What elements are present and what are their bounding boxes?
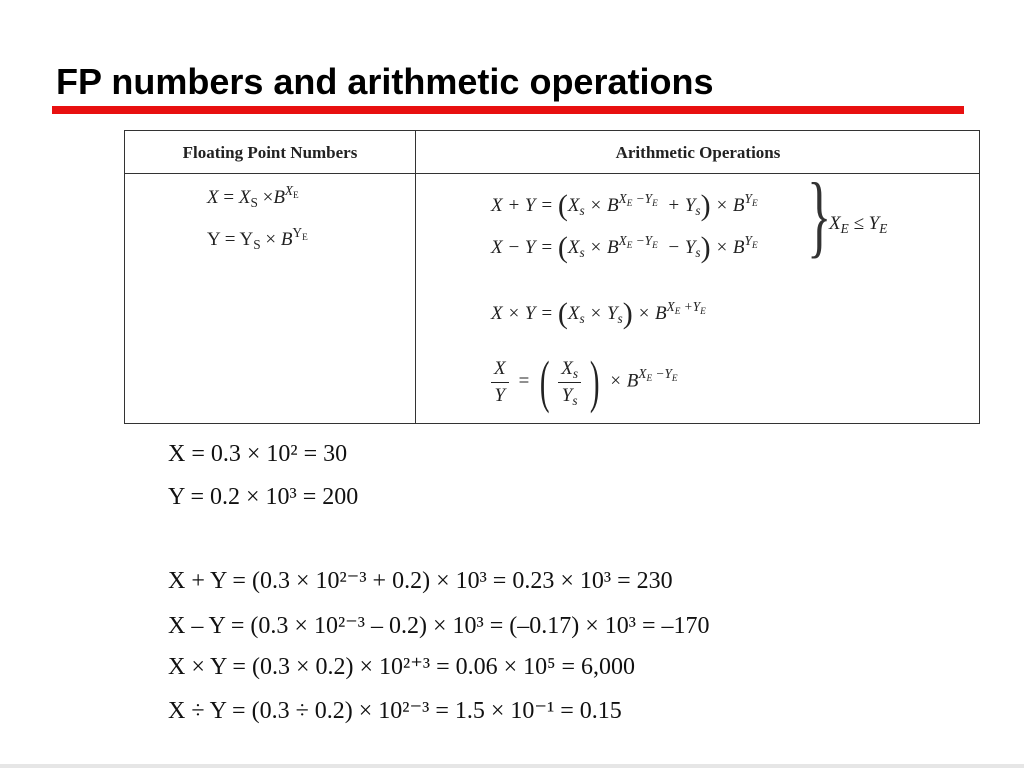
addition-formula: $X + Y = (X_s \times B^{X_E -Y_E} + Y_s) \times B^{Y_E}$ xyxy=(491,189,758,222)
example-addition: X + Y = (0.3 × 10²⁻³ + 0.2) × 10³ = 0.23 × 10³ = 230 xyxy=(168,568,673,594)
footer-line xyxy=(0,764,1024,768)
right-brace: } xyxy=(807,164,832,266)
formula-table xyxy=(124,130,980,424)
division-formula: $\frac{X}{Y}$ = ( $\frac{X_s}{Y_s}$ ) × $B^{X_E -Y_E}$ xyxy=(487,353,678,411)
header-divider xyxy=(125,173,979,174)
example-y-value: Y = 0.2 × 10³ = 200 xyxy=(168,484,359,510)
header-floating-point-numbers: Floating Point Numbers xyxy=(182,143,358,162)
slide-title: FP numbers and arithmetic operations xyxy=(56,61,714,102)
title-underline xyxy=(52,106,964,114)
subtraction-formula: $X - Y = (X_s \times B^{X_E -Y_E} - Y_s) \times B^{Y_E}$ xyxy=(491,231,758,264)
column-divider xyxy=(415,131,416,423)
exponent-condition: $X_E \le Y_E$ xyxy=(829,213,888,236)
example-division: X ÷ Y = (0.3 ÷ 0.2) × 10²⁻³ = 1.5 × 10⁻¹ = 0.15 xyxy=(168,698,622,724)
example-x-value: X = 0.3 × 10² = 30 xyxy=(168,441,348,467)
y-definition: $Y = Y_S \times B^{Y_E}$ xyxy=(207,225,308,252)
example-subtraction: X – Y = (0.3 × 10²⁻³ – 0.2) × 10³ = (–0.17) × 10³ = –170 xyxy=(168,613,710,639)
x-definition: $X = X_S \times B^{X_E}$ xyxy=(207,183,299,210)
header-arithmetic-operations: Arithmetic Operations xyxy=(615,143,781,162)
multiplication-formula: $X \times Y = (X_s \times Y_s) \times B^{X_E +Y_E}$ xyxy=(491,297,706,330)
example-multiplication: X × Y = (0.3 × 0.2) × 10²⁺³ = 0.06 × 10⁵ = 6,000 xyxy=(168,654,636,680)
